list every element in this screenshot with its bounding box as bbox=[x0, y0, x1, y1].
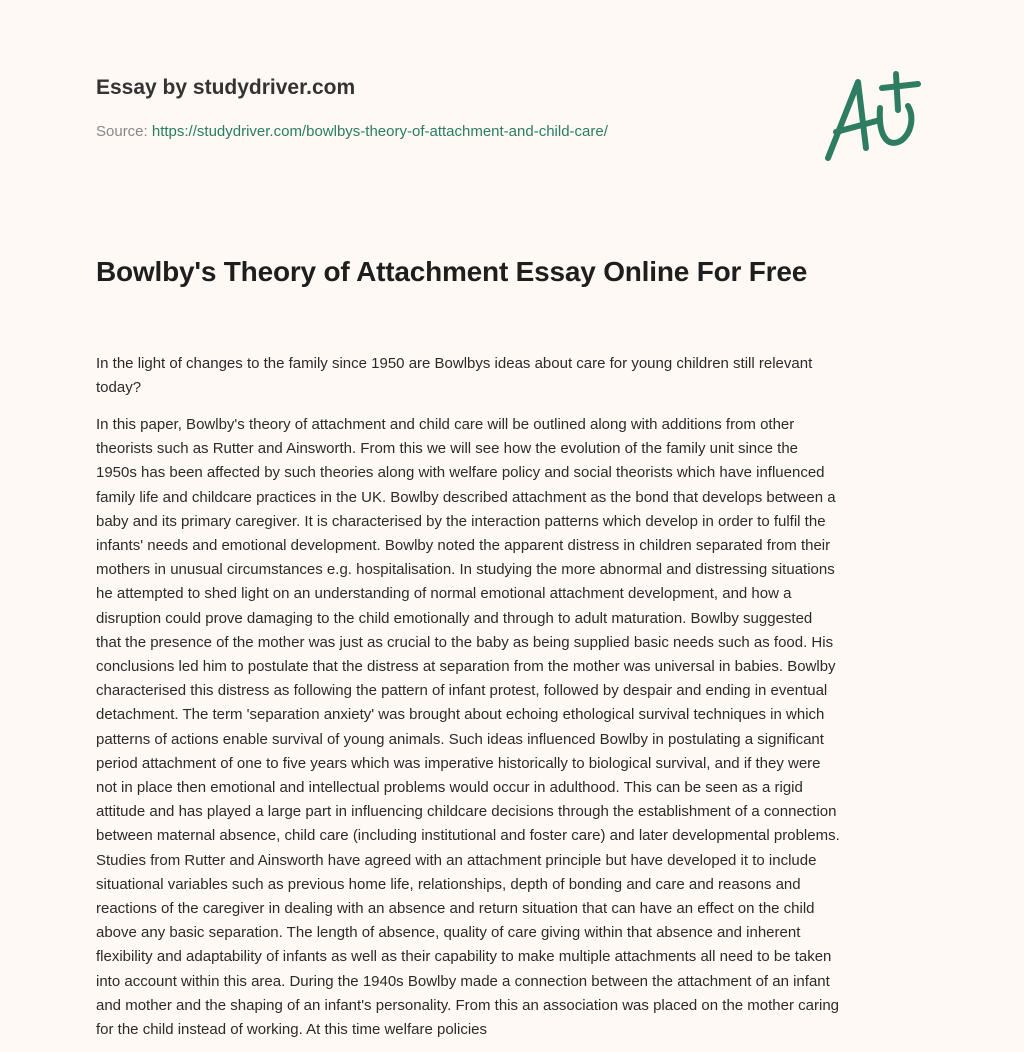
source-label: Source: bbox=[96, 123, 148, 140]
body-line: between maternal absence, child care (including institutional and foster care) and later developmental problems. bbox=[96, 827, 840, 845]
body-line: above any basic separation. The length of absence, quality of care giving within that absence and inherent bbox=[96, 924, 801, 942]
body-line: into account within this area. During the 1940s Bowlby made a connection between the attachment of an infant bbox=[96, 972, 830, 990]
question-line: In the light of changes to the family since 1950 are Bowlbys ideas about care for young children still relevant bbox=[96, 355, 813, 372]
body-line: he attempted to shed light on an understanding of normal emotional attachment development, and how a bbox=[96, 585, 792, 603]
body-line: that the presence of the mother was just as crucial to the baby as being supplied basic needs such as food. His bbox=[96, 633, 834, 651]
body-line: and mother and the shaping of an infant's personality. From this an association was placed on the mother caring bbox=[96, 996, 840, 1014]
body-line: attitude and has played a large part in influencing childcare decisions through the establishment of a connection bbox=[96, 803, 837, 821]
body-line: period attachment of one to five years which was imperative historically to biological survival, and if they were bbox=[96, 754, 821, 772]
body-line: for the child instead of working. At this time welfare policies bbox=[96, 1021, 488, 1039]
body-line: 1950s has been affected by such theories along with welfare policy and social theorists which have influenced bbox=[96, 464, 825, 482]
body-line: conclusions led him to postulate that the distress at separation from the mother was universal in babies. Bowlby bbox=[96, 658, 836, 676]
body-line: patterns of actions enable survival of young animals. Such ideas influenced Bowlby in postulating a significant bbox=[96, 730, 824, 748]
body-line: characterised this distress as following the pattern of infant protest, followed by despair and ending in eventual bbox=[96, 682, 828, 700]
source-line bbox=[96, 123, 608, 140]
body-line: reactions of the caregiver in dealing with an absence and return situation that can have an effect on the child bbox=[96, 900, 815, 918]
body-line: mothers in unusual circumstances e.g. hospitalisation. In studying the more abnormal and distressing situations bbox=[96, 561, 835, 579]
body-line: flexibility and adaptability of infants as well as their capability to make multiple attachments all need to be taken bbox=[96, 948, 832, 966]
body-line: detachment. The term 'separation anxiety' was brought about echoing ethological survival techniques in which bbox=[96, 706, 825, 724]
body-line: infants' needs and emotional development. Bowlby noted the apparent distress in children separated from their bbox=[96, 537, 831, 555]
body-line: Studies from Rutter and Ainsworth have agreed with an attachment principle but have developed it to include bbox=[96, 851, 817, 869]
essay-title: Bowlby's Theory of Attachment Essay Online For Free bbox=[96, 256, 808, 287]
question-line: today? bbox=[96, 379, 142, 396]
body-line: family life and childcare practices in the UK. Bowlby described attachment as the bond that develops between a bbox=[96, 488, 836, 506]
essay-question bbox=[96, 352, 936, 400]
body-line: In this paper, Bowlby's theory of attachment and child care will be outlined along with additions from other bbox=[96, 416, 795, 433]
essay-body bbox=[96, 413, 956, 1042]
body-line: situational variables such as previous home life, relationships, depth of bonding and care and reasons and bbox=[96, 875, 801, 893]
body-line: theorists such as Rutter and Ainsworth. From this we will see how the evolution of the family unit since the bbox=[96, 440, 798, 458]
body-line: not in place then emotional and intellectual problems would occur in adulthood. This can be seen as a rigid bbox=[96, 779, 803, 797]
body-line: baby and its primary caregiver. It is characterised by the interaction patterns which develop in order to fulfil the bbox=[96, 512, 826, 530]
source-link[interactable]: https://studydriver.com/bowlbys-theory-of-attachment-and-child-care/ bbox=[151, 123, 608, 140]
site-title: Essay by studydriver.com bbox=[96, 76, 356, 99]
body-line: disruption could prove damaging to the child emotionally and through to adult maturation. Bowlby suggested bbox=[96, 609, 813, 627]
a-plus-logo-icon bbox=[818, 70, 928, 165]
